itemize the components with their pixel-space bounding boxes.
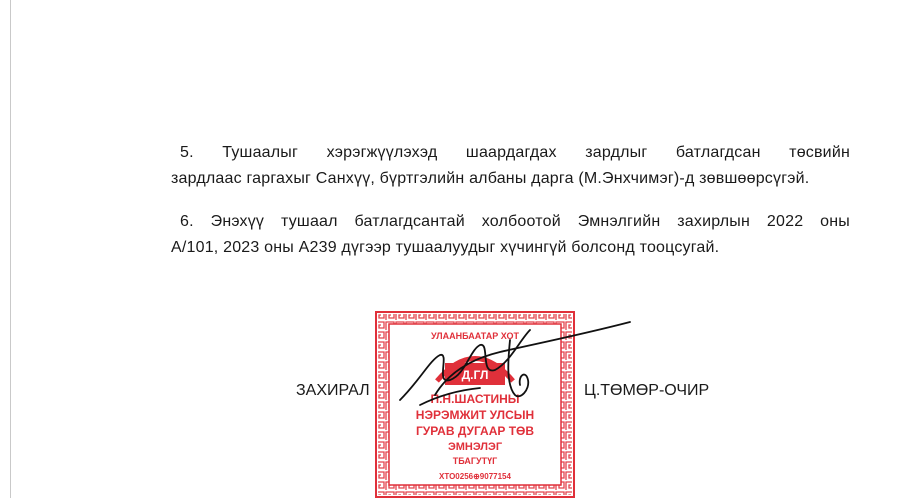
clause-6-line-2: А/101, 2023 оны А239 дүгээр тушаалуудыг хүчингүй болсонд тооцсугай. <box>171 239 720 256</box>
clause-5-line-2: зардлаас гаргахыг Санхүү, бүртгэлийн албаны дарга (М.Энхчимэг)-д зөвшөөрсүгэй. <box>171 170 810 187</box>
clause-5-line-1: 5. Тушаалыг хэрэгжүүлэхэд шаардагдах зардлыг батлагдсан төсвийн <box>180 144 850 161</box>
signatory-role: ЗАХИРАЛ <box>296 382 370 399</box>
stamp-logo-text: Д.ГЛ <box>461 368 489 382</box>
handwritten-signature <box>380 300 650 420</box>
clause-6-line-1: 6. Энэхүү тушаал батлагдсантай холбоотой Эмнэлгийн захирлын 2022 оны <box>180 213 850 230</box>
stamp-city: УЛААНБААТАР ХОТ <box>431 331 519 341</box>
stamp-line-5: ТБАГУТҮГ <box>452 456 498 466</box>
stamp-registry: ХТО0256⊕9077154 <box>439 472 511 481</box>
stamp-line-2: НЭРЭМЖИТ УЛСЫН <box>415 408 535 422</box>
signatory-name: Ц.ТӨМӨР-ОЧИР <box>584 382 710 399</box>
stamp-line-3: ГУРАВ ДУГААР ТӨВ <box>415 424 535 438</box>
stamp-line-4: ЭМНЭЛЭГ <box>447 441 503 453</box>
clause-5 <box>172 140 850 192</box>
stamp-line-1: П.Н.ШАСТИНЫ <box>430 392 520 406</box>
page-margin-line <box>10 0 11 498</box>
clause-6 <box>172 209 850 261</box>
